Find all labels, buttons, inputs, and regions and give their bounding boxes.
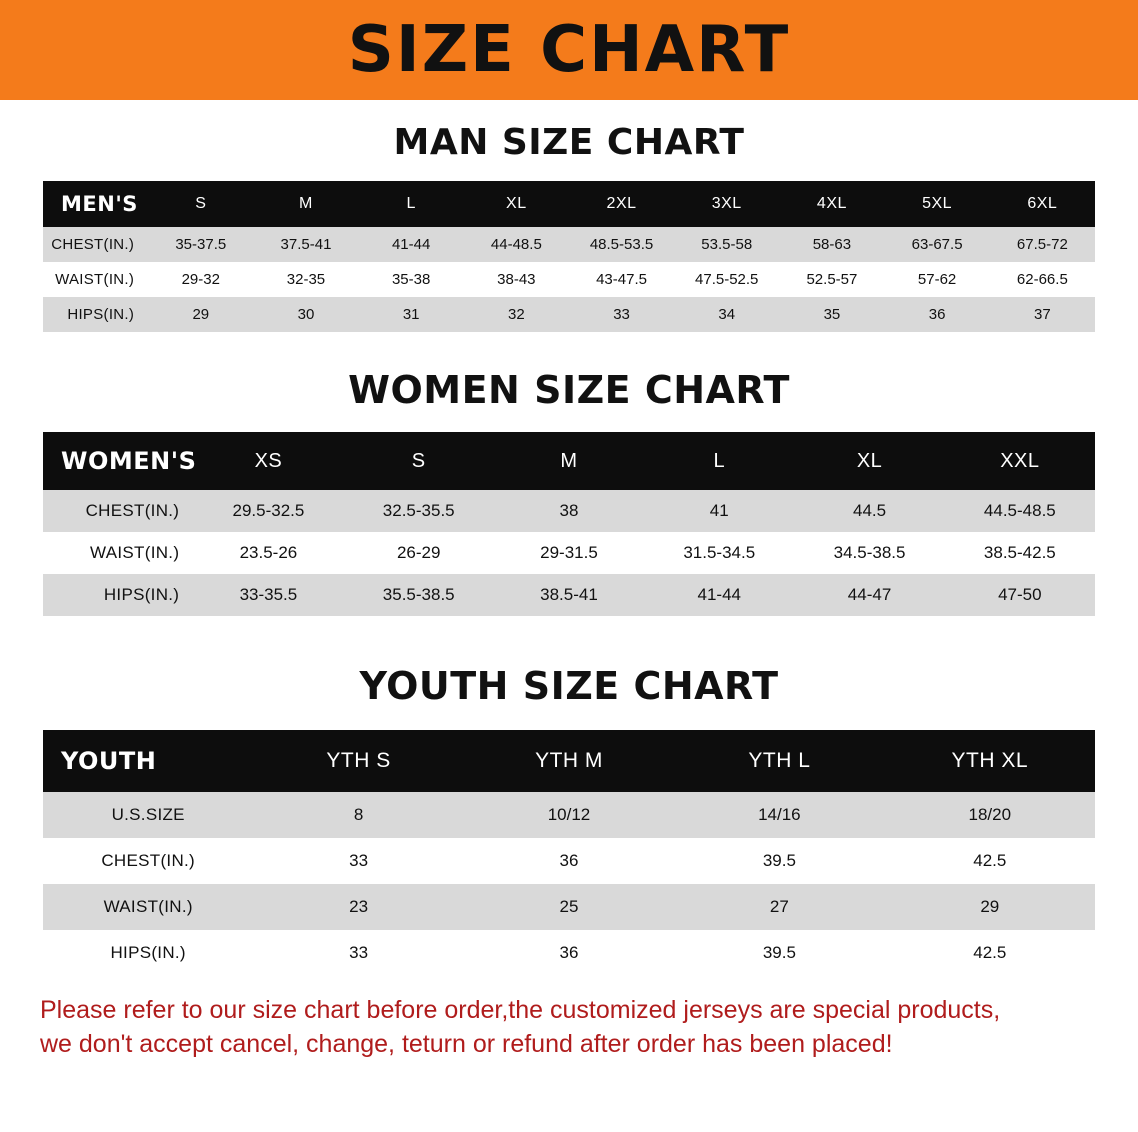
women-header-xs: XS [254, 449, 283, 472]
men-header-5xl: 5XL [922, 195, 953, 212]
women-header-xxl: XXL [1000, 449, 1040, 472]
women-header-m: M [560, 449, 578, 472]
men-row-label-waist: WAIST(IN.) [43, 262, 148, 297]
table-cell: 27 [674, 884, 884, 930]
table-cell: 38.5-42.5 [945, 532, 1095, 574]
women-header-s: S [411, 449, 426, 472]
table-cell: 23 [253, 884, 463, 930]
table-cell: 33 [253, 930, 463, 976]
table-cell: 29 [885, 884, 1095, 930]
table-cell: 44-48.5 [464, 227, 569, 262]
table-cell: 32.5-35.5 [344, 490, 494, 532]
table-cell: 44-47 [794, 574, 944, 616]
men-header-m: M [299, 195, 313, 212]
table-row [43, 227, 1095, 262]
table-cell: 29 [148, 297, 253, 332]
page-title: SIZE CHART [347, 13, 791, 87]
men-row-label-chest: CHEST(IN.) [43, 227, 148, 262]
table-cell: 10/12 [464, 792, 674, 838]
men-header-2xl: 2XL [606, 195, 637, 212]
women-section-title: WOMEN SIZE CHART [348, 368, 790, 412]
table-cell: 48.5-53.5 [569, 227, 674, 262]
youth-header-l: YTH L [748, 749, 811, 772]
page-banner [0, 0, 1138, 100]
table-cell: 62-66.5 [990, 262, 1095, 297]
table-cell: 41 [644, 490, 794, 532]
table-cell: 33 [569, 297, 674, 332]
youth-row-label-hips: HIPS(IN.) [43, 930, 253, 976]
table-cell: 52.5-57 [779, 262, 884, 297]
table-cell: 33-35.5 [193, 574, 343, 616]
table-cell: 41-44 [359, 227, 464, 262]
man-section-title: MAN SIZE CHART [393, 122, 745, 163]
table-cell: 38-43 [464, 262, 569, 297]
women-row-label-chest: CHEST(IN.) [43, 490, 193, 532]
table-cell: 57-62 [885, 262, 990, 297]
table-cell: 42.5 [885, 838, 1095, 884]
table-cell: 47-50 [945, 574, 1095, 616]
table-cell: 34.5-38.5 [794, 532, 944, 574]
table-cell: 34 [674, 297, 779, 332]
youth-row-label-ussize: U.S.SIZE [43, 792, 253, 838]
youth-header-xl: YTH XL [951, 749, 1029, 772]
women-header-label: WOMEN'S [61, 447, 197, 475]
table-row [43, 297, 1095, 332]
women-size-table [43, 432, 1095, 616]
table-cell: 42.5 [885, 930, 1095, 976]
table-cell: 31 [359, 297, 464, 332]
youth-section-title: YOUTH SIZE CHART [359, 664, 779, 708]
youth-header-label: YOUTH [61, 747, 157, 775]
table-cell: 36 [464, 838, 674, 884]
order-policy-note [40, 994, 1098, 1062]
table-cell: 58-63 [779, 227, 884, 262]
table-cell: 39.5 [674, 930, 884, 976]
table-cell: 63-67.5 [885, 227, 990, 262]
table-cell: 35-37.5 [148, 227, 253, 262]
youth-header-m: YTH M [535, 749, 603, 772]
table-cell: 44.5-48.5 [945, 490, 1095, 532]
table-row [43, 574, 1095, 616]
men-header-4xl: 4XL [816, 195, 847, 212]
table-cell: 53.5-58 [674, 227, 779, 262]
table-cell: 36 [464, 930, 674, 976]
table-cell: 37.5-41 [253, 227, 358, 262]
table-cell: 31.5-34.5 [644, 532, 794, 574]
table-cell: 67.5-72 [990, 227, 1095, 262]
table-row [43, 884, 1095, 930]
table-cell: 41-44 [644, 574, 794, 616]
table-header-row [43, 432, 1095, 490]
women-row-label-hips: HIPS(IN.) [43, 574, 193, 616]
men-header-s: S [195, 195, 207, 212]
youth-row-label-chest: CHEST(IN.) [43, 838, 253, 884]
men-header-6xl: 6XL [1027, 195, 1058, 212]
table-row [43, 490, 1095, 532]
table-row [43, 262, 1095, 297]
men-header-l: L [406, 195, 416, 212]
note-line-2: we don't accept cancel, change, teturn or refund after order has been placed! [40, 1029, 893, 1058]
table-cell: 36 [885, 297, 990, 332]
table-cell: 38 [494, 490, 644, 532]
men-header-3xl: 3XL [711, 195, 742, 212]
table-cell: 25 [464, 884, 674, 930]
table-cell: 14/16 [674, 792, 884, 838]
table-row [43, 838, 1095, 884]
women-row-label-waist: WAIST(IN.) [43, 532, 193, 574]
table-cell: 47.5-52.5 [674, 262, 779, 297]
table-cell: 37 [990, 297, 1095, 332]
women-header-xl: XL [856, 449, 883, 472]
table-cell: 44.5 [794, 490, 944, 532]
table-header-row [43, 730, 1095, 792]
table-cell: 35 [779, 297, 884, 332]
table-cell: 23.5-26 [193, 532, 343, 574]
men-row-label-hips: HIPS(IN.) [43, 297, 148, 332]
youth-row-label-waist: WAIST(IN.) [43, 884, 253, 930]
men-header-xl: XL [506, 195, 527, 212]
table-cell: 32-35 [253, 262, 358, 297]
table-row [43, 532, 1095, 574]
women-header-l: L [713, 449, 726, 472]
table-cell: 29.5-32.5 [193, 490, 343, 532]
table-cell: 35.5-38.5 [344, 574, 494, 616]
youth-size-table [43, 730, 1095, 976]
table-cell: 30 [253, 297, 358, 332]
youth-header-s: YTH S [326, 749, 391, 772]
table-cell: 38.5-41 [494, 574, 644, 616]
table-cell: 29-32 [148, 262, 253, 297]
table-row [43, 792, 1095, 838]
table-cell: 39.5 [674, 838, 884, 884]
table-cell: 33 [253, 838, 463, 884]
table-row [43, 930, 1095, 976]
table-cell: 29-31.5 [494, 532, 644, 574]
table-cell: 8 [253, 792, 463, 838]
note-line-1: Please refer to our size chart before order,the customized jerseys are special products, [40, 996, 1001, 1024]
table-cell: 18/20 [885, 792, 1095, 838]
table-cell: 32 [464, 297, 569, 332]
table-cell: 26-29 [344, 532, 494, 574]
table-cell: 35-38 [359, 262, 464, 297]
table-header-row [43, 181, 1095, 227]
men-header-label: MEN'S [61, 192, 138, 216]
men-size-table [43, 181, 1095, 332]
table-cell: 43-47.5 [569, 262, 674, 297]
